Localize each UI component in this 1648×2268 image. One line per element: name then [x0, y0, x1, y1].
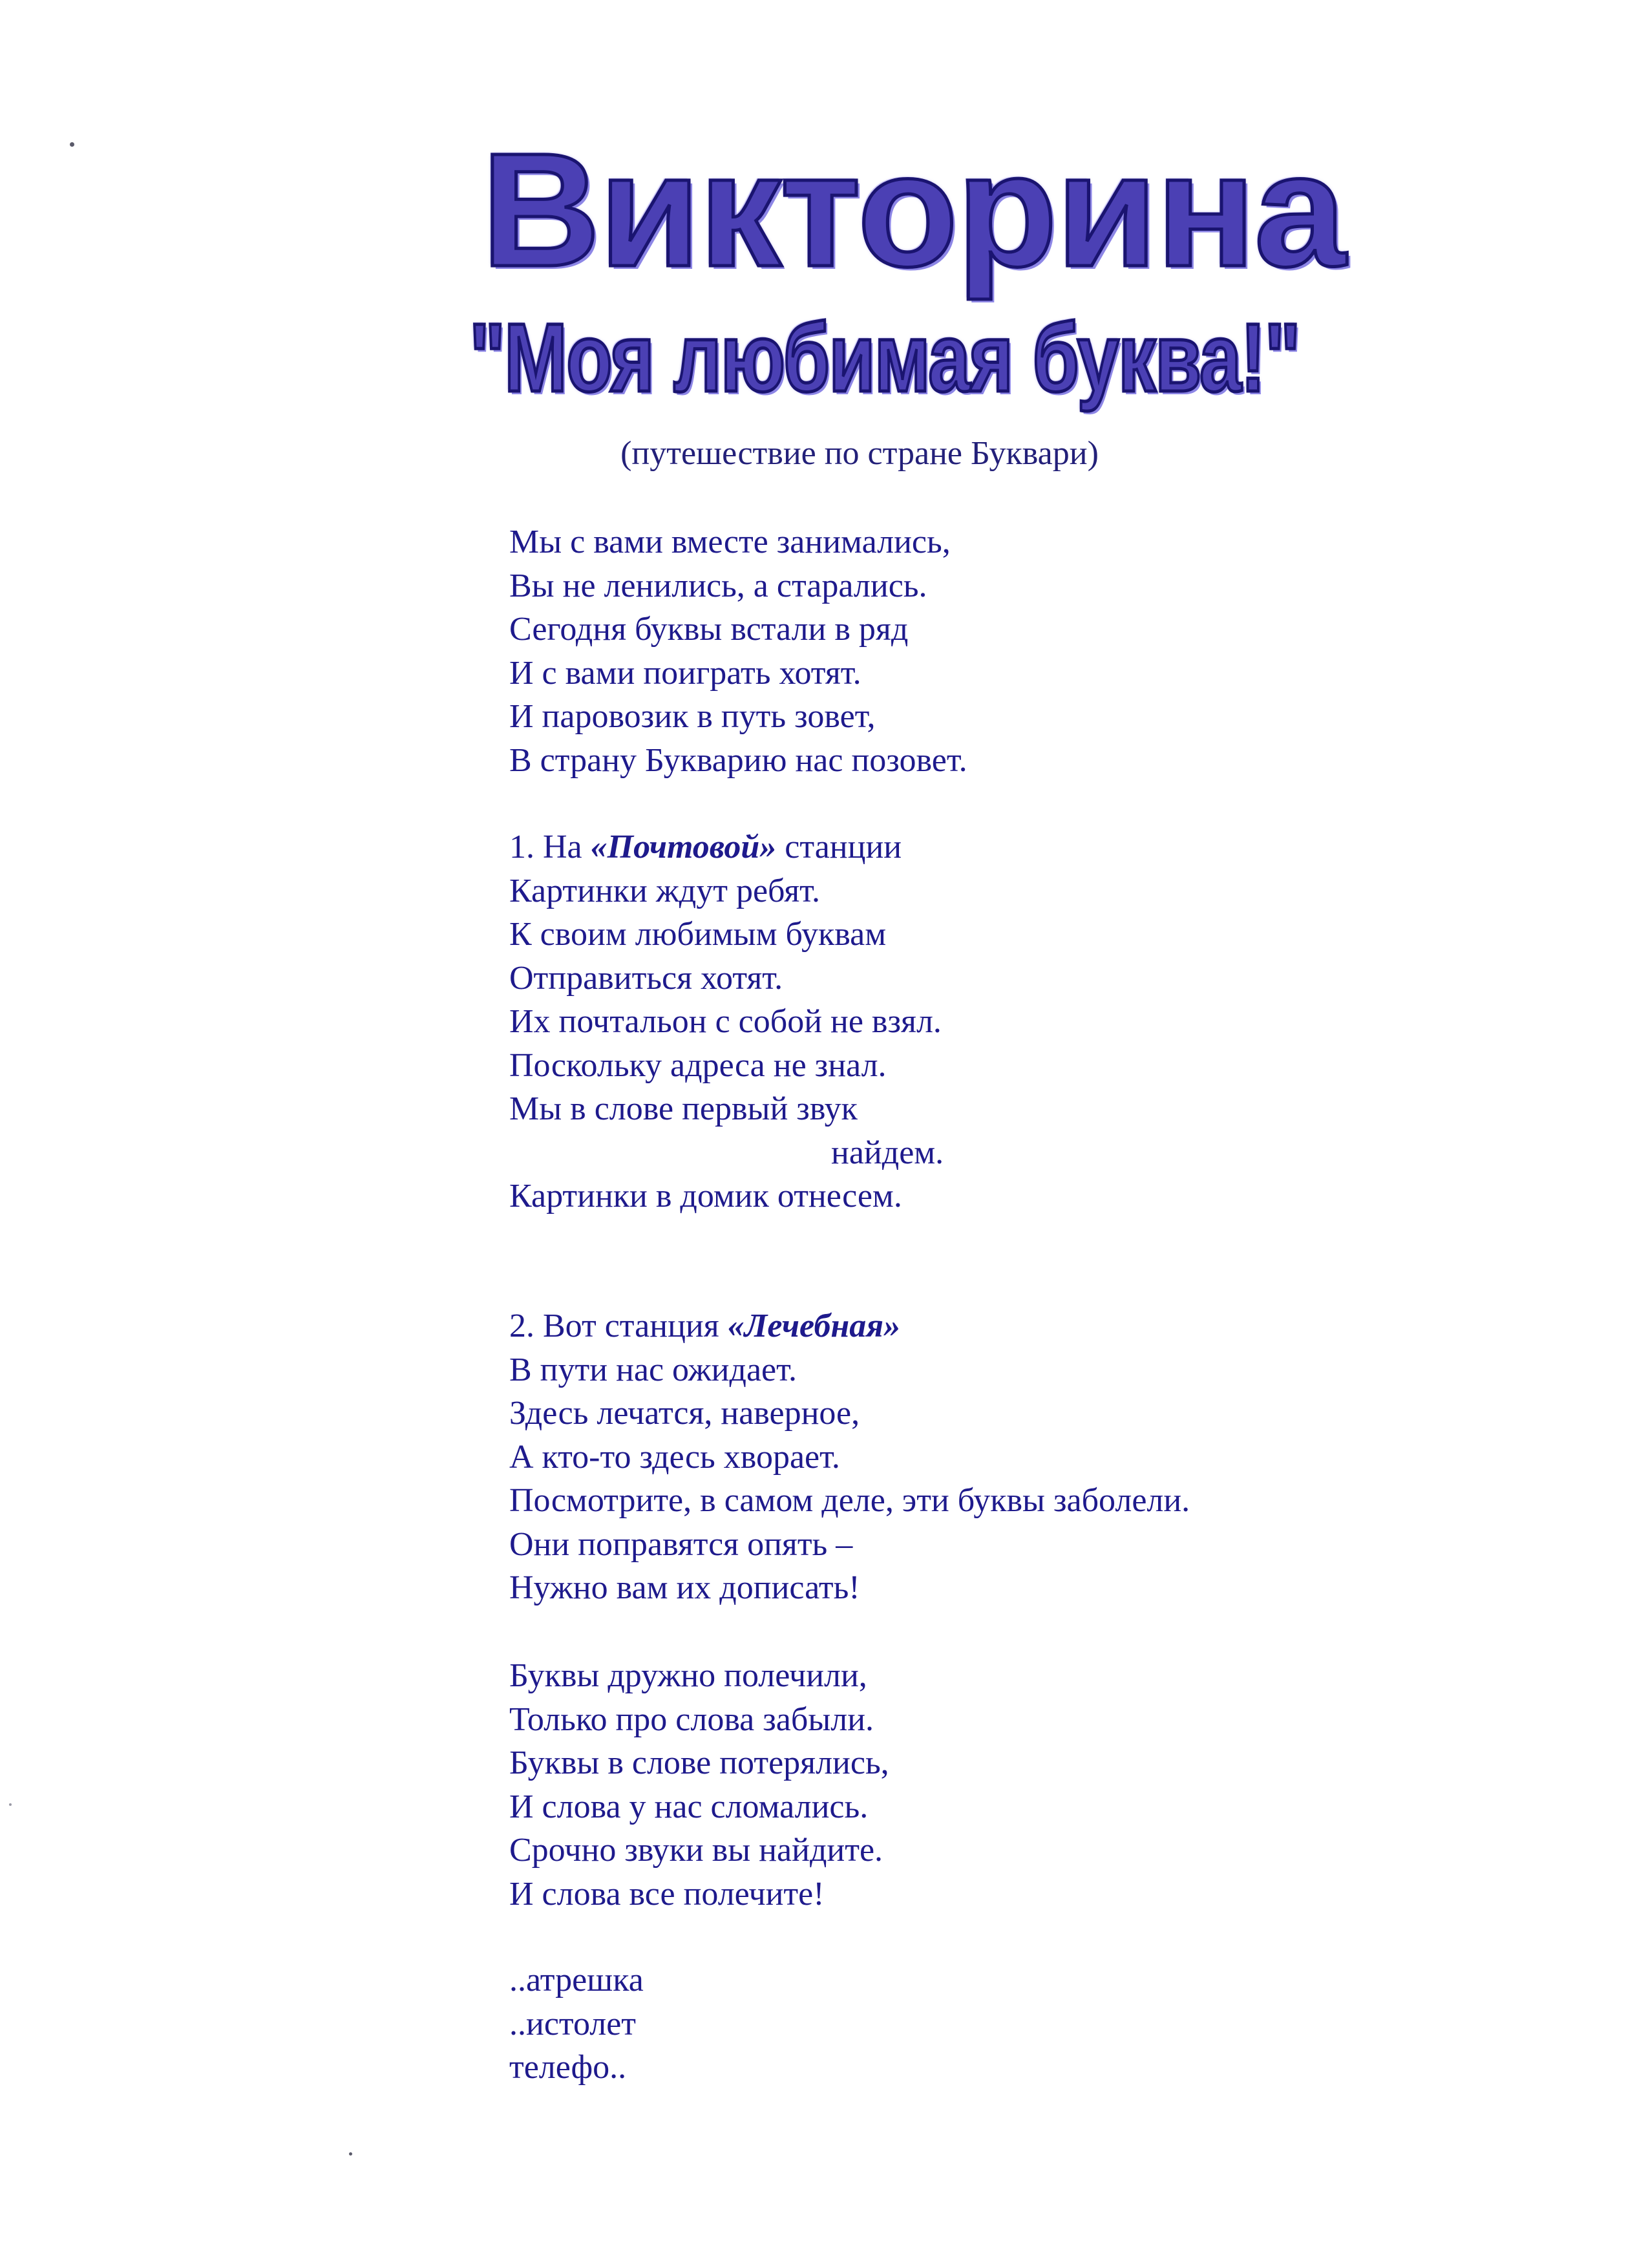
verse3 — [509, 1654, 889, 1916]
station1-heading — [509, 825, 944, 869]
exercise-word: ..атрешка — [509, 1962, 644, 1998]
title-sub: "Моя любимая буква!" — [469, 303, 1300, 412]
title-main: Викторина — [481, 120, 1345, 300]
verse-line: Буквы дружно полечили, — [509, 1657, 867, 1694]
verse-line: А кто-то здесь хворает. — [509, 1438, 840, 1476]
scan-speck — [9, 1803, 12, 1806]
station1-name: «Почтовой» — [590, 829, 777, 865]
subtitle: (путешествие по стране Буквари) — [620, 435, 1099, 472]
verse-line: К своим любимым буквам — [509, 916, 887, 953]
station2-name: «Лечебная» — [727, 1308, 901, 1344]
verse-line: И слова все полечите! — [509, 1875, 825, 1913]
verse-line: И паровозик в путь зовет, — [509, 698, 876, 735]
verse-line: Картинки в домик отнесем. — [509, 1178, 902, 1214]
verse-line: Здесь лечатся, наверное, — [509, 1395, 860, 1432]
scan-speck — [70, 142, 74, 147]
verse-line: Посмотрите, в самом деле, эти буквы заболели. — [509, 1482, 1190, 1519]
verse-line: Нужно вам их дописать! — [509, 1569, 860, 1606]
verse-line: Их почтальон с собой не взял. — [509, 1003, 942, 1040]
verse-line: И слова у нас сломались. — [509, 1788, 869, 1825]
exercise-word: телефо.. — [509, 2049, 627, 2086]
verse-line: В пути нас ожидает. — [509, 1351, 797, 1388]
station2-prefix: 2. Вот станция — [509, 1308, 728, 1344]
verse-line: Картинки ждут ребят. — [509, 872, 820, 909]
verse-line: Отправиться хотят. — [509, 959, 783, 997]
verse-line-indented: найдем. — [831, 1134, 944, 1171]
verse-line: Поскольку адреса не знал. — [509, 1046, 887, 1084]
verse-line: Срочно звуки вы найдите. — [509, 1832, 883, 1869]
verse-line: Мы в слове первый звук — [509, 1090, 858, 1127]
verse-line: Сегодня буквы встали в ряд — [509, 611, 909, 648]
station2-verse — [509, 1304, 1190, 1610]
intro-verse — [509, 520, 967, 782]
station1-verse — [509, 825, 944, 1218]
verse-line: Только про слова забыли. — [509, 1701, 874, 1738]
verse-line: Они поправятся опять – — [509, 1525, 853, 1563]
word-exercise — [509, 1958, 644, 2090]
verse-line: Буквы в слове потерялись, — [509, 1744, 889, 1781]
verse-line: В страну Букварию нас позовет. — [509, 741, 967, 779]
scan-speck — [349, 2152, 352, 2156]
verse-line: Мы с вами вместе занимались, — [509, 524, 951, 560]
exercise-word: ..истолет — [509, 2005, 637, 2042]
verse-line: Вы не ленились, а старались. — [509, 567, 927, 604]
station1-suffix: станции — [776, 829, 902, 865]
station1-prefix: 1. На — [509, 829, 591, 865]
station2-heading — [509, 1304, 1190, 1348]
verse-line: И с вами поиграть хотят. — [509, 654, 861, 692]
